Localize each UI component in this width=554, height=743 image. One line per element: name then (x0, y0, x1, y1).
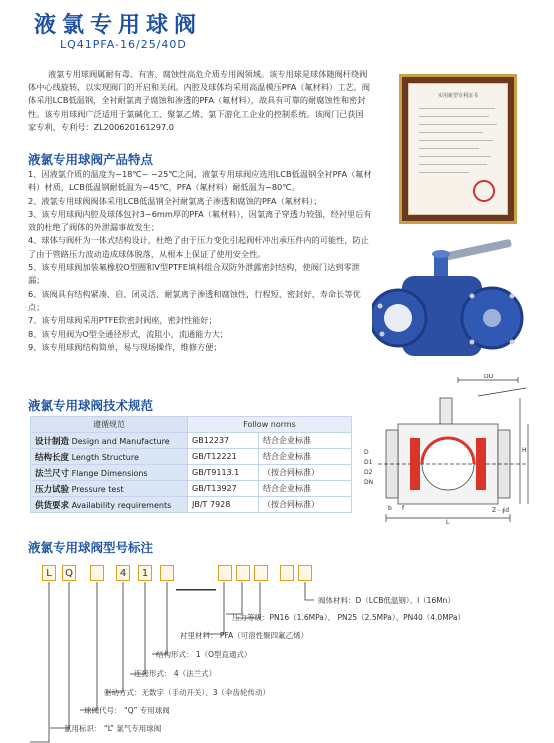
feature-item: 3、该专用球阀内腔及球体包衬3~6mm厚的PFA（氟材料），因氯离子穿透力较强，经衬里后有效的杜绝了阀体的外泄漏事故发生； (28, 208, 372, 233)
feature-item: 2、液氯专用球阀阀体采用LCB低温钢全衬耐氯离子渗透和腐蚀的PFA（氟材料）； (28, 195, 322, 206)
typecode-label: 衬里材料： PFA（可溶性聚四氟乙烯） (180, 631, 309, 640)
spec-note: 结合企业标准 (259, 449, 352, 465)
code-box: L (42, 565, 56, 581)
spec-std: GB/T12221 (188, 449, 259, 465)
code-box (218, 565, 232, 581)
spec-std: GB/T9113.1 (188, 465, 259, 481)
spec-std: GB/T13927 (188, 481, 259, 497)
drawing-label: D1 (364, 459, 373, 466)
spec-en: Length Structure (71, 452, 139, 462)
code-box (280, 565, 294, 581)
drawing-label: D2 (364, 469, 373, 476)
code-box (160, 565, 174, 581)
spec-cn: 压力试验 (35, 484, 70, 495)
typecode-label: 球阀代号： “Q” 专用球阀 (84, 706, 170, 715)
spec-en: Design and Manufacture (71, 436, 170, 446)
spec-en: Pressure test (71, 484, 124, 494)
spec-en: Flange Dimensions (71, 468, 148, 478)
spec-cn: 供货要求 (35, 500, 70, 511)
code-box (90, 565, 104, 581)
drawing-label: b (388, 505, 392, 512)
drawing-label: H (522, 447, 527, 454)
features-title: 液氯专用球阀产品特点 (28, 152, 154, 167)
typecode-label: 阀体材料：D（LCB低温钢）、l（16Mn） (318, 596, 455, 605)
patent-certificate-image (399, 74, 517, 224)
spec-en: Availability requirements (71, 500, 172, 510)
typecode-label: 氯用标识： “L” 氯气专用球阀 (64, 724, 162, 733)
drawing-label: DO (484, 374, 494, 380)
spec-header-cn: 遵循规范 (31, 417, 188, 433)
typecode-label: 连接形式： 4（法兰式） (134, 669, 217, 678)
model-number: LQ41PFA-16/25/40D (60, 38, 187, 51)
intro-paragraph: 液氯专用球阀属耐有毒、有害、腐蚀性高危介质专用阀领域。该专用球是球体随阀杆绕阀体中心线旋转，以实现阀门的开启和关闭。内腔及球体均采用高温模压PFA（氟材料）工艺，阀体采用LCB低温钢，全衬耐氯离子腐蚀和渗透的PFA（氟材料），故具有可靠的耐腐蚀性和密封性。该专用球阀广泛适用于氯碱化工、聚氯乙烯、氯下游化工企业的控制系统。该阀门已获国家专利，专利号：ZL200620161297.0 (28, 69, 370, 132)
spec-note: （按合同标准） (259, 497, 352, 513)
feature-item: 7、该专用球阀采用PTFE软密封阀座，密封性能好； (28, 315, 217, 326)
feature-item: 9、该专用球阀结构简单，易与现场操作，维修方便； (28, 341, 222, 352)
table-row (31, 481, 352, 497)
typecode-label: 驱动方式：无数字（手动开关）、3（伞齿轮传动） (104, 688, 271, 697)
feature-item: 5、该专用球阀加装氟橡胶O型圈和V型PTFE填料组合双防外泄露密封结构，使阀门达到零泄漏； (28, 262, 360, 286)
code-box (236, 565, 250, 581)
ball-valve-photo (372, 236, 532, 376)
table-row (31, 433, 352, 449)
spec-note: 结合企业标准 (259, 433, 352, 449)
spec-table (30, 416, 352, 513)
table-row (31, 465, 352, 481)
drawing-label: DN (364, 479, 374, 486)
drawing-label: Z - ∮d (492, 507, 510, 514)
typecode-title: 液氯专用球阀型号标注 (28, 540, 154, 555)
certificate-header: 实用新型专利证书 (437, 93, 478, 99)
code-box: 4 (116, 565, 130, 581)
spec-cn: 法兰尺寸 (35, 468, 70, 479)
feature-item: 6、该阀具有结构紧凑、启、闭灵活、耐氯离子渗透和腐蚀性，行程短、密封好、寿命长等优点； (28, 288, 361, 312)
feature-item: 4、球体与阀杆为一体式结构设计，杜绝了由于压力变化引起阀杆冲出承压件内的可能性，防止了由于管路压力波动造成球体脱落，从根本上保证了使用安全性。 (28, 235, 369, 259)
spec-title: 液氯专用球阀技术规范 (28, 398, 154, 413)
drawing-label: D (364, 449, 369, 456)
spec-header-en: Follow norms (188, 417, 352, 433)
spec-std: JB/T 7928 (188, 497, 259, 513)
table-row (31, 497, 352, 513)
typecode-label: 结构形式： 1（O型直通式） (156, 650, 252, 659)
spec-std: GB12237 (188, 433, 259, 449)
spec-note: （按合同标准） (259, 465, 352, 481)
valve-section-drawing (358, 374, 538, 524)
feature-item: 8、该专用阀为O型全通径形式，流阻小，流通能力大； (28, 328, 228, 339)
code-box: Q (62, 565, 76, 581)
code-box (254, 565, 268, 581)
spec-cn: 设计制造 (35, 436, 70, 447)
typecode-label: 压力等级：PN16（1.6MPa）、 PN25（2.5MPa）、PN40（4.0MPa） (232, 613, 465, 622)
spec-note: 结合企业标准 (259, 481, 352, 497)
drawing-label: L (446, 519, 450, 524)
table-row (31, 449, 352, 465)
code-box: 1 (138, 565, 152, 581)
drawing-label: f (402, 505, 405, 512)
code-box (298, 565, 312, 581)
table-header-row (31, 417, 352, 433)
page-title: 液氯专用球阀 (34, 13, 203, 38)
feature-item: 1、因液氯介质的温度为−18℃~ −25℃之间，液氯专用球阀应选用LCB低温钢全衬PFA（氟材料）材质，LCB低温钢耐低温为−45℃，PFA（氟材料）耐低温为−80℃。 (28, 169, 372, 193)
typecode-leader-lines (0, 580, 554, 743)
spec-cn: 结构长度 (35, 452, 70, 463)
seal-icon (473, 180, 495, 202)
features-list (28, 168, 373, 354)
